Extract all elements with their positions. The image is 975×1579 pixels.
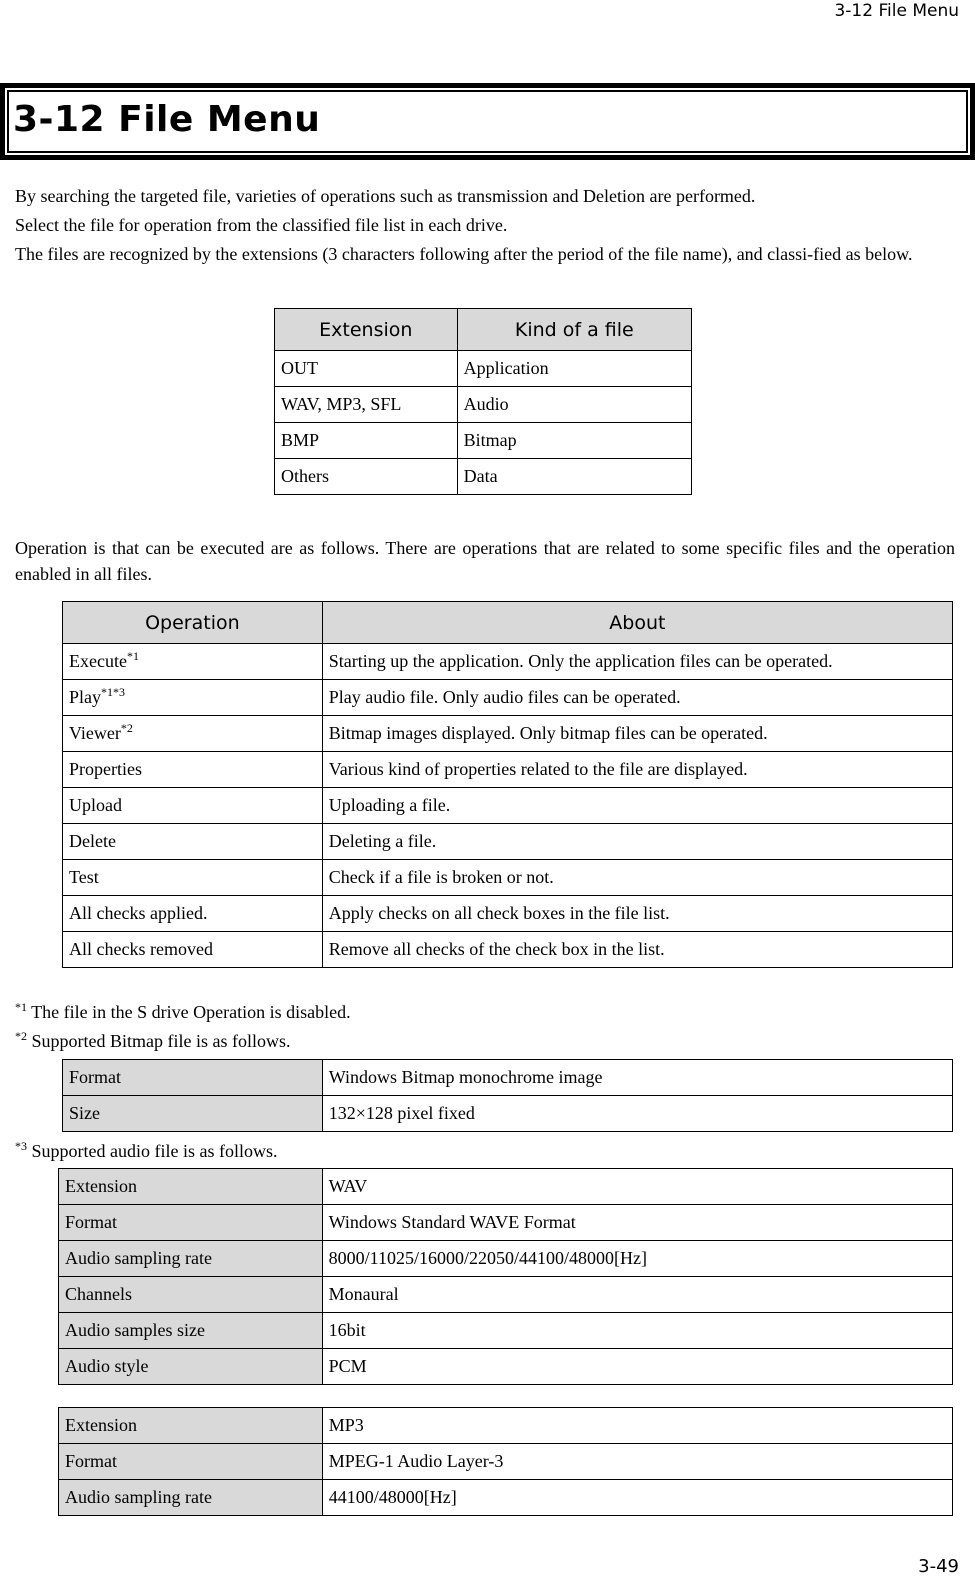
table-row (59, 1169, 953, 1205)
column-header: About (322, 602, 952, 644)
spec-value: MPEG-1 Audio Layer-3 (322, 1444, 952, 1480)
footnote-mark: *1*3 (101, 685, 126, 699)
spec-value: 44100/48000[Hz] (322, 1480, 952, 1516)
table-row (59, 1205, 953, 1241)
table-row (63, 644, 953, 680)
table-row (63, 860, 953, 896)
kind-cell: Audio (457, 387, 691, 423)
extension-cell: WAV, MP3, SFL (275, 387, 458, 423)
table-row (275, 387, 692, 423)
column-header: Operation (63, 602, 323, 644)
spec-label: Size (63, 1096, 323, 1132)
table-row (63, 932, 953, 968)
table-row (63, 752, 953, 788)
footnote-2: $^{*2}$ Supported Bitmap file is as follows. (15, 1029, 291, 1051)
table-row (275, 351, 692, 387)
table-row (59, 1277, 953, 1313)
about-cell: Bitmap images displayed. Only bitmap files can be operated. (322, 716, 952, 752)
table-row (63, 716, 953, 752)
page-title: 3-12 File Menu (13, 99, 321, 140)
spec-value: 16bit (322, 1313, 952, 1349)
spec-label: Extension (59, 1169, 323, 1205)
table-header-row (63, 602, 953, 644)
mp3-spec-table (58, 1407, 953, 1516)
table-row (59, 1444, 953, 1480)
spec-value: Windows Bitmap monochrome image (322, 1060, 952, 1096)
spec-value: Monaural (322, 1277, 952, 1313)
table-row (63, 1060, 953, 1096)
table-row (59, 1313, 953, 1349)
operation-cell: All checks removed (63, 932, 323, 968)
operations-intro: Operation is that can be executed are as follows. There are operations that are related to some specific files and the operation enabled in all files. (15, 538, 955, 584)
spec-label: Audio style (59, 1349, 323, 1385)
column-header: Kind of a file (457, 309, 691, 351)
spec-label: Audio sampling rate (59, 1241, 323, 1277)
about-cell: Play audio file. Only audio files can be operated. (322, 680, 952, 716)
extension-table (274, 308, 692, 495)
about-cell: Uploading a file. (322, 788, 952, 824)
bitmap-spec-table (62, 1059, 953, 1132)
spec-value: 132×128 pixel fixed (322, 1096, 952, 1132)
extension-cell: BMP (275, 423, 458, 459)
about-cell: Various kind of properties related to the file are displayed. (322, 752, 952, 788)
footnote-1: $^{*1}$ The file in the S drive Operation is disabled. (15, 1000, 351, 1022)
spec-label: Extension (59, 1408, 323, 1444)
table-row (59, 1480, 953, 1516)
footnote-mark: *2 (120, 721, 133, 735)
kind-cell: Data (457, 459, 691, 495)
table-row (63, 1096, 953, 1132)
table-row (275, 459, 692, 495)
spec-value: 8000/11025/16000/22050/44100/48000[Hz] (322, 1241, 952, 1277)
table-row (59, 1408, 953, 1444)
spec-value: Windows Standard WAVE Format (322, 1205, 952, 1241)
intro-paragraph-1: By searching the targeted file, varieties of operations such as transmission and Deletion are performed. (15, 186, 756, 206)
about-cell: Remove all checks of the check box in the list. (322, 932, 952, 968)
about-cell: Check if a file is broken or not. (322, 860, 952, 896)
column-header: Extension (275, 309, 458, 351)
operations-table (62, 601, 953, 968)
kind-cell: Application (457, 351, 691, 387)
table-row (63, 896, 953, 932)
spec-label: Audio samples size (59, 1313, 323, 1349)
table-row (63, 788, 953, 824)
table-row (275, 423, 692, 459)
spec-label: Format (63, 1060, 323, 1096)
spec-label: Format (59, 1444, 323, 1480)
spec-value: PCM (322, 1349, 952, 1385)
operation-cell: Play$^{*1*3}$ (63, 680, 323, 716)
extension-cell: Others (275, 459, 458, 495)
table-row (63, 680, 953, 716)
operation-cell: All checks applied. (63, 896, 323, 932)
intro-paragraph-2: Select the file for operation from the classified file list in each drive. (15, 215, 508, 235)
running-header: 3-12 File Menu (834, 1, 959, 21)
footnote-mark: *1 (126, 649, 139, 663)
about-cell: Starting up the application. Only the application files can be operated. (322, 644, 952, 680)
spec-value: MP3 (322, 1408, 952, 1444)
title-box (0, 83, 975, 160)
page-number: 3-49 (918, 1556, 959, 1577)
spec-label: Channels (59, 1277, 323, 1313)
operation-cell: Delete (63, 824, 323, 860)
intro-paragraph-3: The files are recognized by the extensions (3 characters following after the period of the file name), and classi-fied as below. (15, 244, 913, 264)
kind-cell: Bitmap (457, 423, 691, 459)
spec-label: Format (59, 1205, 323, 1241)
table-row (59, 1241, 953, 1277)
operation-cell: Viewer$^{*2}$ (63, 716, 323, 752)
table-header-row (275, 309, 692, 351)
extension-cell: OUT (275, 351, 458, 387)
operation-cell: Upload (63, 788, 323, 824)
footnote-3: $^{*3}$ Supported audio file is as follows. (15, 1139, 278, 1161)
operation-cell: Execute$^{*1}$ (63, 644, 323, 680)
spec-label: Audio sampling rate (59, 1480, 323, 1516)
operation-cell: Test (63, 860, 323, 896)
about-cell: Apply checks on all check boxes in the file list. (322, 896, 952, 932)
table-row (63, 824, 953, 860)
about-cell: Deleting a file. (322, 824, 952, 860)
table-row (59, 1349, 953, 1385)
wav-spec-table (58, 1168, 953, 1385)
spec-value: WAV (322, 1169, 952, 1205)
operation-cell: Properties (63, 752, 323, 788)
